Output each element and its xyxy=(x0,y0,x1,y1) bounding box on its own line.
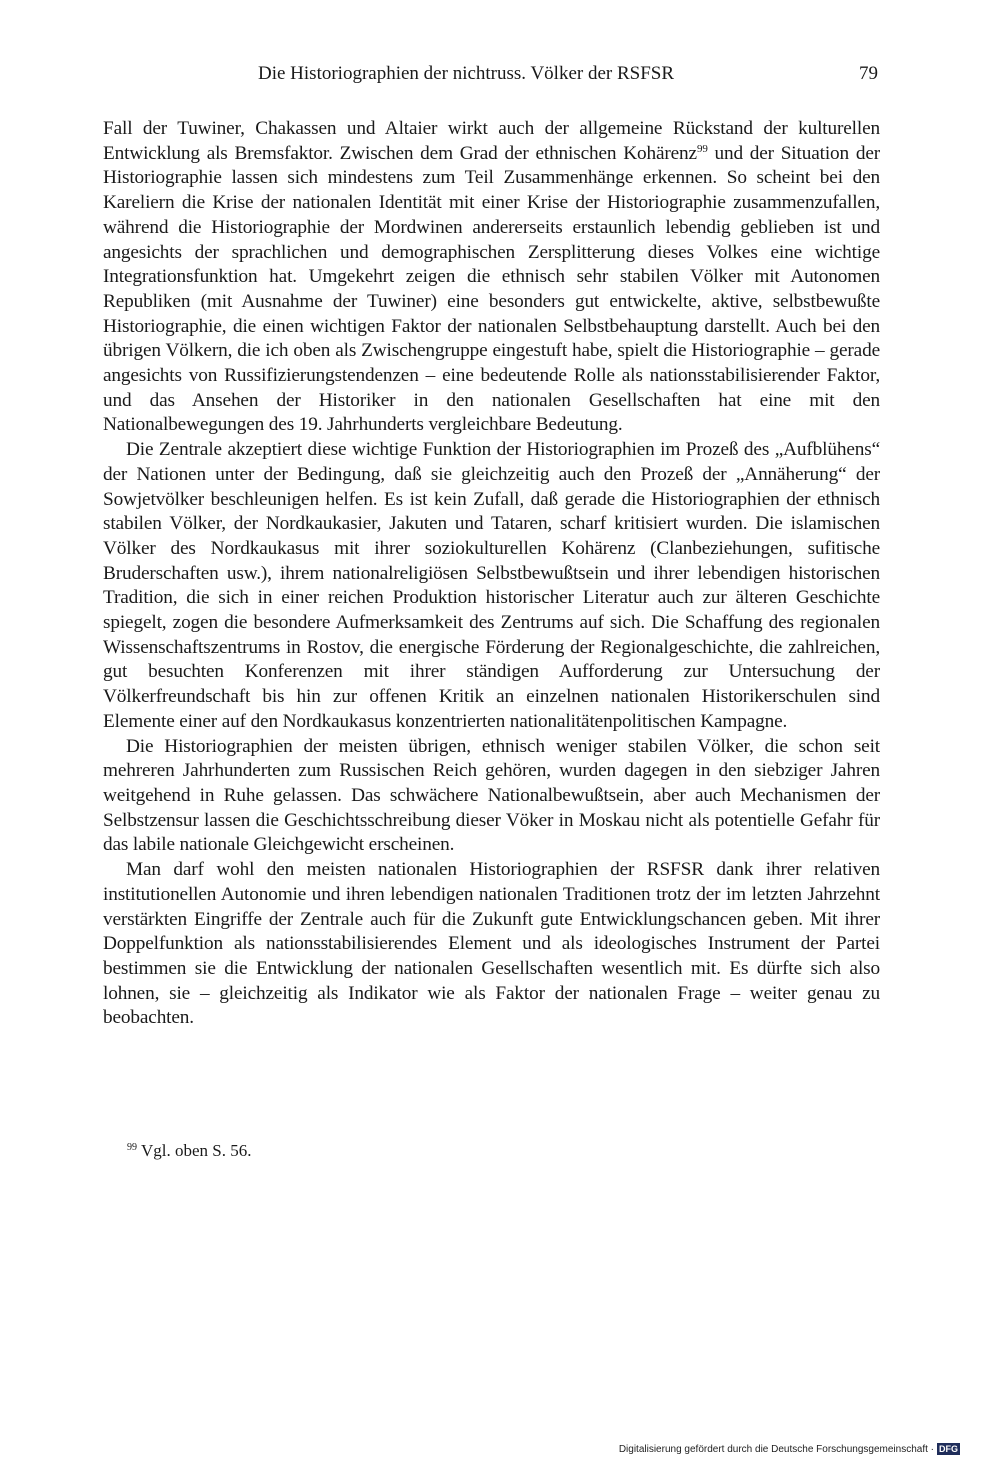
paragraph-1-part-b: und der Situation der Historiographie lassen sich mindestens zum Teil Zusammenhänge erkennen. So scheint bei den Kareliern die Krise der nationalen Identität mit einer Krise der Historiographie zusammenzufallen, während die Historiographie der Mordwinen andererseits erstaunlich lebendig geblieben ist und angesichts der sprachlichen und demographischen Zersplitterung dieses Volkes eine wichtige Integrationsfunktion hat. Umgekehrt zeigen die ethnisch sehr stabilen Völker mit Autonomen Republiken (mit Ausnahme der Tuwiner) eine besonders gut entwickelte, aktive, selbstbewußte Historiographie, die einen wichtigen Faktor der nationalen Selbstbehauptung darstellt. Auch bei den übrigen Völkern, die ich oben als Zwischengruppe eingestuft habe, spielt die Historiographie – gerade angesichts von Russifizierungstendenzen – eine bedeutende Rolle als nationsstabilisierender Faktor, und das Ansehen der Historiker in den nationalen Gesellschaften hat eine mit den Nationalbewegungen des 19. Jahrhunderts vergleichbare Bedeutung. xyxy=(103,142,880,436)
dfg-logo-icon: DFG xyxy=(939,1444,958,1455)
paragraph-3: Die Historiographien der meisten übrigen, ethnisch weniger stabilen Völker, die schon seit mehreren Jahrhunderten zum Russischen Reich gehören, wurden dagegen in den siebziger Jahren weitgehend in Ruhe gelassen. Das schwächere Nationalbewußtsein, aber auch Mechanismen der Selbstzensur lassen die Geschichtsschreibung dieser Vöker in Moskau nicht als potentielle Gefahr für das labile nationale Gleichgewicht erscheinen. xyxy=(103,735,880,856)
digitization-note-text: Digitalisierung gefördert durch die Deutsche Forschungsgemeinschaft · xyxy=(618,1444,934,1455)
paragraph-1-part-a: Fall der Tuwiner, Chakassen und Altaier wirkt auch der allgemeine Rückstand der kulturellen Entwicklung als Bremsfaktor. Zwischen dem Grad der ethnischen Kohärenz xyxy=(103,118,880,164)
paragraph-4: Man darf wohl den meisten nationalen Historiographien der RSFSR dank ihrer relativen institutionellen Autonomie und ihren lebendigen nationalen Traditionen trotz der im letzten Jahrzehnt verstärkten Eingriffe der Zentrale auch für die Zukunft gute Entwicklungschancen geben. Mit ihrer Doppelfunktion als nationsstabilisierendes Element und als ideologisches Instrument der Partei bestimmen sie die Entwicklung der nationalen Gesellschaften wesentlich mit. Es dürfte sich also lohnen, sie – gleichzeitig als Indikator wie als Faktor der nationalen Frage – weiter genau zu beobachten. xyxy=(103,859,880,1029)
digitization-note xyxy=(619,1443,960,1457)
paragraph-1 xyxy=(103,117,880,438)
running-title: Die Historiographien der nichtruss. Völker der RSFSR xyxy=(258,63,675,84)
footnote-reference: 99 xyxy=(696,142,708,155)
page-number: 79 xyxy=(859,63,878,84)
footnote-number: 99 xyxy=(127,1142,137,1153)
footnote-text: Vgl. oben S. 56. xyxy=(141,1141,252,1160)
footnote xyxy=(127,1140,252,1162)
running-head xyxy=(258,62,880,86)
paragraph-2: Die Zentrale akzeptiert diese wichtige Funktion der Historiographien im Prozeß des „Aufblühens“ der Nationen unter der Bedingung, daß sie gleichzeitig auch den Prozeß der „Annäherung“ der Sowjetvölker beschleunigen helfen. Es ist kein Zufall, daß gerade die Historiographien der ethnisch stabilen Völker, der Nordkaukasier, Jakuten und Tataren, scharf kritisiert wurden. Die islamischen Völker des Nordkaukasus mit ihrer soziokulturellen Kohärenz (Clanbeziehungen, sufitische Bruderschaften usw.), ihrem nationalreligiösen Selbstbewußtsein und ihrer lebendigen historischen Tradition, die sich in einer reichen Produktion historischer Literatur auch zur älteren Geschichte spiegelt, zogen die besondere Aufmerksamkeit des Zentrums auf sich. Die Schaffung des regionalen Wissenschaftszentrums in Rostov, die energische Förderung der Regionalgeschichte, die zahlreichen, gut besuchten Konferenzen mit ihrer ständigen Aufforderung zur Untersuchung der Völkerfreundschaft bis hin zur offenen Kritik an einzelnen nationalen Historikerschulen sind Elemente einer auf den Nordkaukasus konzentrierten nationalitätenpolitischen Kampagne. xyxy=(103,439,880,732)
main-text xyxy=(103,117,880,1031)
